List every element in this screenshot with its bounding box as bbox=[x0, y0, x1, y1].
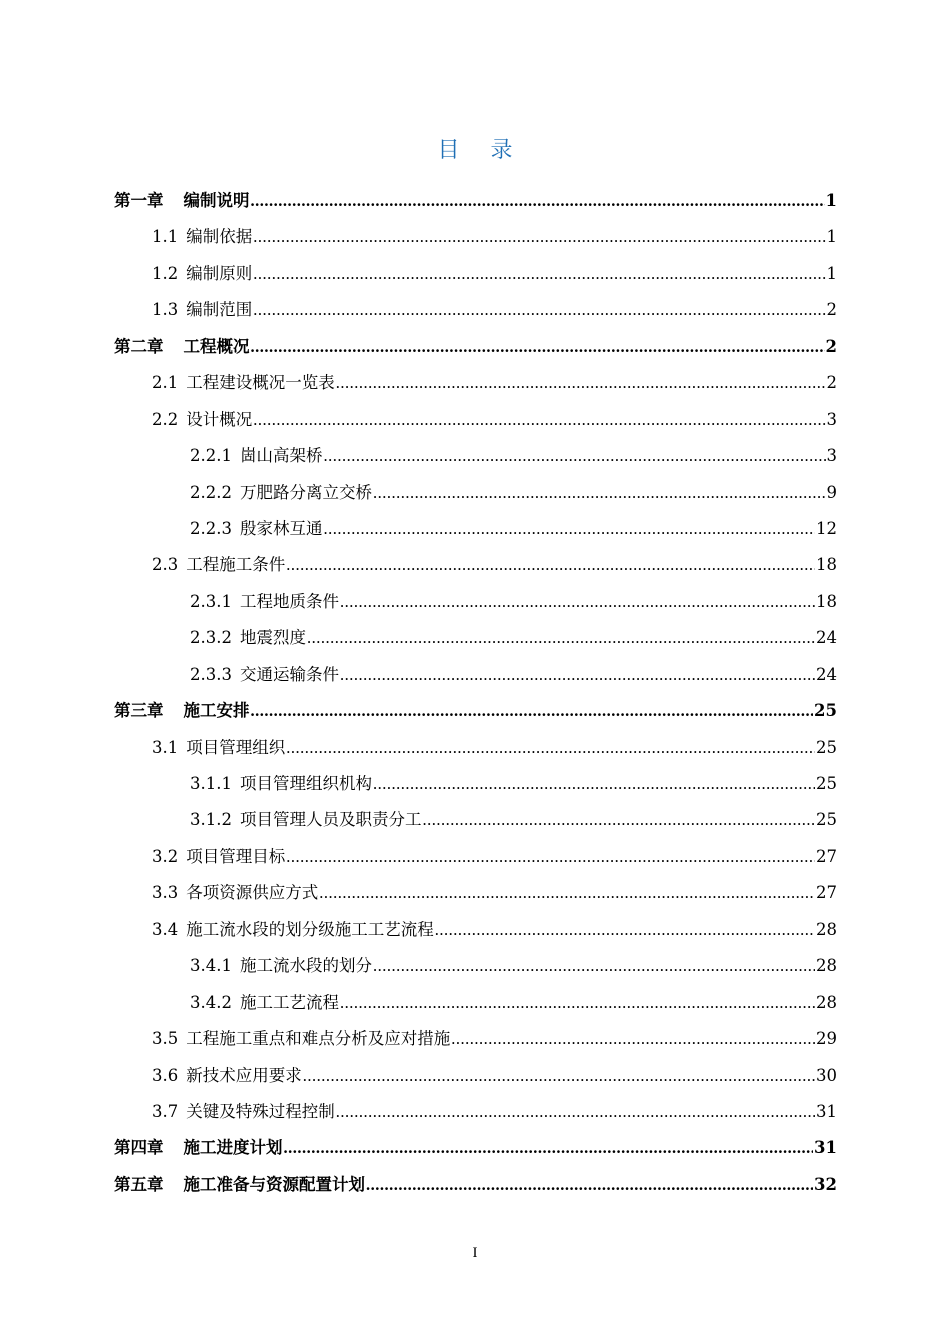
toc-leader-dots bbox=[286, 839, 815, 875]
page-title: 目 录 bbox=[437, 138, 525, 163]
toc-entry[interactable] bbox=[114, 584, 837, 620]
toc-entry[interactable] bbox=[114, 912, 837, 948]
toc-entry-text: 工程施工条件 bbox=[186, 555, 286, 575]
toc-entry-page: 28 bbox=[816, 992, 837, 1012]
toc-leader-dots bbox=[251, 329, 825, 365]
toc-entry-page: 1 bbox=[826, 263, 837, 283]
toc-entry-text: 编制依据 bbox=[186, 227, 253, 247]
toc-entry-number: 1.2 bbox=[152, 263, 179, 283]
toc-leader-dots bbox=[251, 183, 825, 219]
toc-entry-page: 9 bbox=[826, 482, 837, 502]
toc-entry-number: 3.4.1 bbox=[190, 956, 232, 976]
toc-leader-dots bbox=[373, 948, 815, 984]
toc-entry[interactable] bbox=[114, 802, 837, 838]
toc-entry-text: 施工进度计划 bbox=[183, 1138, 283, 1158]
toc-entry-text: 关键及特殊过程控制 bbox=[186, 1101, 335, 1121]
toc-leader-dots bbox=[451, 1021, 815, 1057]
toc-entry-text: 万肥路分离立交桥 bbox=[239, 482, 372, 502]
toc-entry-text: 项目管理组织 bbox=[186, 737, 286, 757]
toc-entry-page: 27 bbox=[816, 883, 837, 903]
toc-entry-text: 工程地质条件 bbox=[239, 591, 339, 611]
toc-entry-text: 项目管理人员及职责分工 bbox=[239, 810, 422, 830]
toc-entry[interactable] bbox=[114, 1094, 837, 1130]
toc-entry-text: 编制范围 bbox=[186, 300, 253, 320]
toc-entry-page: 25 bbox=[816, 810, 837, 830]
toc-entry-text: 施工安排 bbox=[183, 701, 250, 721]
toc-entry-text: 施工流水段的划分 bbox=[239, 956, 372, 976]
toc-entry-page: 25 bbox=[816, 737, 837, 757]
toc-entry-text: 交通运输条件 bbox=[239, 664, 339, 684]
toc-leader-dots bbox=[340, 985, 815, 1021]
toc-leader-dots bbox=[435, 912, 815, 948]
toc-entry-page: 2 bbox=[826, 300, 837, 320]
toc-entry-page: 1 bbox=[825, 191, 837, 210]
toc-entry-number: 2.3.3 bbox=[190, 664, 232, 684]
toc-entry[interactable] bbox=[114, 547, 837, 583]
toc-entry-text: 工程建设概况一览表 bbox=[186, 373, 335, 393]
toc-entry-page: 1 bbox=[826, 227, 837, 247]
toc-leader-dots bbox=[373, 766, 815, 802]
toc-entry-number: 2.2.3 bbox=[190, 518, 232, 538]
toc-entry-page: 18 bbox=[816, 555, 837, 575]
toc-entry-number: 2.3.2 bbox=[190, 628, 232, 648]
toc-entry-text: 项目管理组织机构 bbox=[239, 774, 372, 793]
toc-entry[interactable] bbox=[114, 219, 837, 255]
toc-entry[interactable] bbox=[114, 839, 837, 875]
toc-entry-number: 3.4 bbox=[152, 919, 179, 939]
toc-entry[interactable] bbox=[114, 1130, 837, 1166]
toc-entry-number: 第一章 bbox=[114, 191, 164, 210]
toc-entry[interactable] bbox=[114, 475, 837, 511]
toc-entry-text: 项目管理目标 bbox=[186, 846, 286, 866]
toc-leader-dots bbox=[336, 365, 826, 401]
toc-entry-number: 1.3 bbox=[152, 300, 179, 320]
toc-leader-dots bbox=[323, 438, 825, 474]
toc-entry-text: 地震烈度 bbox=[239, 628, 306, 648]
toc-leader-dots bbox=[373, 475, 826, 511]
toc-entry-page: 32 bbox=[814, 1174, 837, 1194]
toc-entry-number: 第五章 bbox=[114, 1174, 164, 1194]
toc-entry-page: 27 bbox=[816, 846, 837, 866]
toc-entry-text: 新技术应用要求 bbox=[186, 1065, 302, 1085]
page-number: I bbox=[472, 1245, 478, 1261]
toc-entry-text: 编制说明 bbox=[183, 191, 250, 210]
toc-entry-number: 3.6 bbox=[152, 1065, 179, 1085]
toc-entry[interactable] bbox=[114, 1058, 837, 1094]
toc-entry-page: 18 bbox=[816, 591, 837, 611]
toc-entry-text: 崮山高架桥 bbox=[239, 446, 323, 466]
toc-entry[interactable] bbox=[114, 948, 837, 984]
toc-leader-dots bbox=[253, 402, 825, 438]
toc-leader-dots bbox=[284, 1130, 814, 1166]
toc-entry-number: 3.3 bbox=[152, 883, 179, 903]
toc-entry-page: 12 bbox=[816, 518, 837, 538]
toc-entry-number: 3.4.2 bbox=[190, 992, 232, 1012]
toc-leader-dots bbox=[253, 219, 825, 255]
toc-entry-number: 2.2 bbox=[152, 409, 179, 429]
toc-entry-page: 3 bbox=[826, 409, 837, 429]
toc-entry[interactable] bbox=[114, 183, 837, 219]
toc-leader-dots bbox=[307, 620, 815, 656]
toc-entry[interactable] bbox=[114, 438, 837, 474]
toc-entry-text: 施工工艺流程 bbox=[239, 992, 339, 1012]
toc-leader-dots bbox=[340, 584, 815, 620]
toc-entry-page: 2 bbox=[825, 336, 837, 356]
toc-entry[interactable] bbox=[114, 875, 837, 911]
toc-entry-page: 28 bbox=[816, 919, 837, 939]
toc-leader-dots bbox=[336, 1094, 815, 1130]
toc-entry-page: 25 bbox=[816, 774, 837, 793]
toc-leader-dots bbox=[303, 1058, 815, 1094]
toc-leader-dots bbox=[251, 693, 814, 729]
toc-entry[interactable] bbox=[114, 329, 837, 365]
toc-entry-number: 2.3 bbox=[152, 555, 179, 575]
toc-entry-number: 1.1 bbox=[152, 227, 179, 247]
toc-entry-number: 第二章 bbox=[114, 336, 164, 356]
toc-leader-dots bbox=[366, 1167, 813, 1203]
toc-entry-page: 31 bbox=[816, 1101, 837, 1121]
toc-entry[interactable] bbox=[114, 256, 837, 292]
toc-entry-page: 3 bbox=[826, 446, 837, 466]
toc-entry[interactable] bbox=[114, 402, 837, 438]
toc-entry[interactable] bbox=[114, 766, 837, 802]
toc-entry[interactable] bbox=[114, 693, 837, 729]
toc-leader-dots bbox=[253, 256, 825, 292]
toc-entry-page: 25 bbox=[814, 701, 837, 721]
toc-leader-dots bbox=[319, 875, 815, 911]
toc-entry[interactable] bbox=[114, 511, 837, 547]
toc-entry-page: 24 bbox=[816, 628, 837, 648]
toc-entry[interactable] bbox=[114, 365, 837, 401]
toc-entry[interactable] bbox=[114, 985, 837, 1021]
toc-leader-dots bbox=[286, 730, 815, 766]
toc-entry-text: 殷家林互通 bbox=[239, 518, 323, 538]
toc-leader-dots bbox=[340, 657, 815, 693]
toc-entry-number: 2.2.1 bbox=[190, 446, 232, 466]
toc-leader-dots bbox=[253, 292, 825, 328]
toc-entry[interactable] bbox=[114, 657, 837, 693]
toc-entry-number: 第三章 bbox=[114, 701, 164, 721]
toc-entry[interactable] bbox=[114, 730, 837, 766]
toc-leader-dots bbox=[286, 547, 815, 583]
toc-entry-page: 28 bbox=[816, 956, 837, 976]
toc-entry-number: 第四章 bbox=[114, 1138, 164, 1158]
toc-entry-number: 3.7 bbox=[152, 1101, 179, 1121]
toc-entry[interactable] bbox=[114, 1021, 837, 1057]
toc-entry-page: 29 bbox=[816, 1029, 837, 1049]
toc-entry-number: 3.1.2 bbox=[190, 810, 232, 830]
toc-entry-page: 24 bbox=[816, 664, 837, 684]
toc-entry-text: 施工流水段的划分级施工工艺流程 bbox=[186, 919, 434, 939]
toc-entry-number: 3.1 bbox=[152, 737, 179, 757]
toc-entry-text: 编制原则 bbox=[186, 263, 253, 283]
toc-leader-dots bbox=[422, 802, 815, 838]
toc-entry-text: 设计概况 bbox=[186, 409, 253, 429]
toc-leader-dots bbox=[323, 511, 815, 547]
toc-entry-text: 工程施工重点和难点分析及应对措施 bbox=[186, 1029, 451, 1049]
toc-entry-number: 2.1 bbox=[152, 373, 179, 393]
toc-entry[interactable] bbox=[114, 292, 837, 328]
toc-entry[interactable] bbox=[114, 1167, 837, 1203]
toc-entry-number: 3.2 bbox=[152, 846, 179, 866]
toc-entry[interactable] bbox=[114, 620, 837, 656]
toc-list bbox=[114, 183, 837, 1203]
toc-entry-number: 3.5 bbox=[152, 1029, 179, 1049]
toc-entry-text: 工程概况 bbox=[183, 336, 250, 356]
toc-entry-number: 3.1.1 bbox=[190, 774, 232, 793]
toc-entry-page: 31 bbox=[814, 1138, 837, 1158]
toc-entry-page: 30 bbox=[816, 1065, 837, 1085]
toc-entry-number: 2.3.1 bbox=[190, 591, 232, 611]
toc-entry-text: 施工准备与资源配置计划 bbox=[183, 1174, 365, 1194]
toc-entry-page: 2 bbox=[826, 373, 837, 393]
toc-entry-text: 各项资源供应方式 bbox=[186, 883, 319, 903]
toc-entry-number: 2.2.2 bbox=[190, 482, 232, 502]
